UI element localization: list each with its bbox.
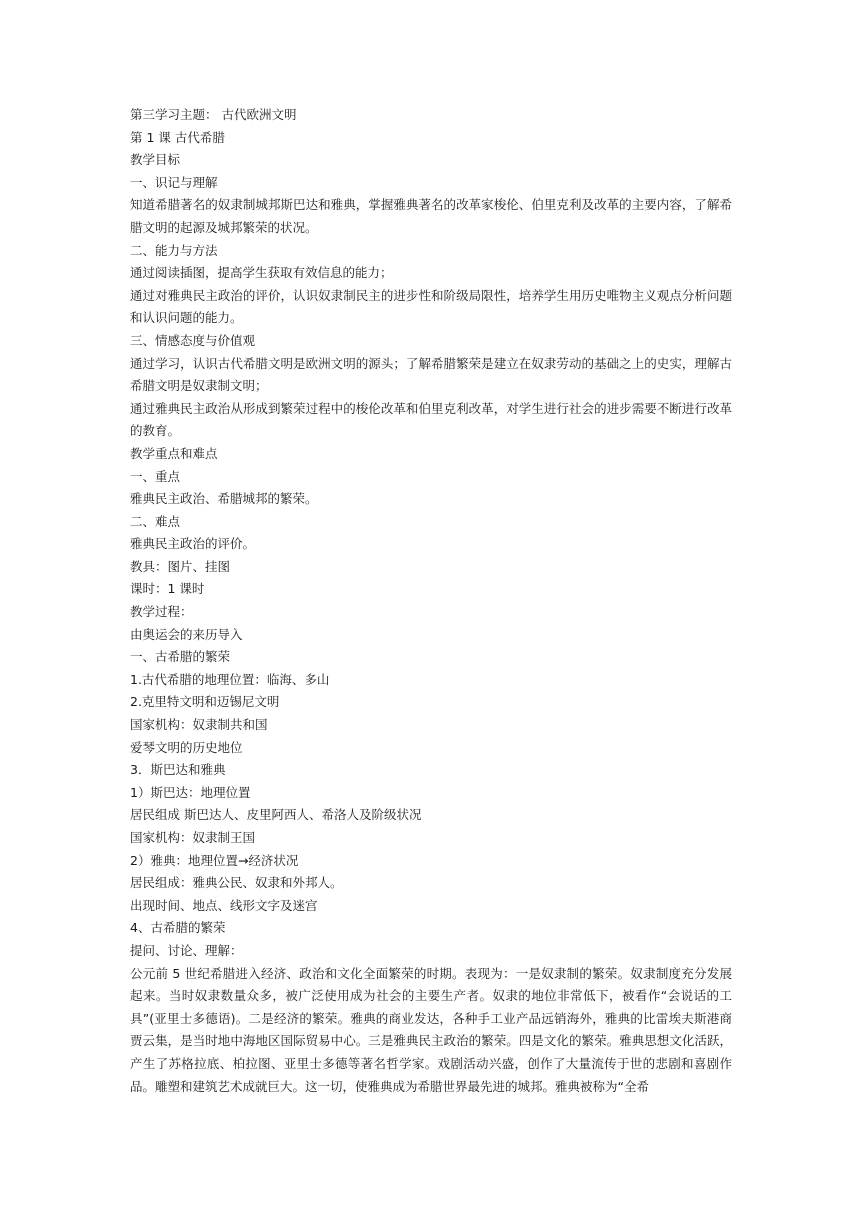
document-line: 雅典民主政治的评价。 <box>130 536 256 552</box>
document-line: 出现时间、地点、线形文字及迷宫 <box>130 897 318 913</box>
document-line: 一、识记与理解 <box>130 174 218 190</box>
document-line: 雅典民主政治、希腊城邦的繁荣。 <box>130 491 318 507</box>
document-line: 三、情感态度与价值观 <box>130 332 256 348</box>
document-line: 一、古希腊的繁荣 <box>130 649 231 665</box>
document-paragraph: 通过雅典民主政治从形成到繁荣过程中的梭伦改革和伯里克利改革，对学生进行社会的进步需要不断进行改革的教育。 <box>130 400 732 439</box>
document-line: 2.克里特文明和迈锡尼文明 <box>130 694 280 710</box>
document-line: 3．斯巴达和雅典 <box>130 762 226 778</box>
document-line: 居民组成：雅典公民、奴隶和外邦人。 <box>130 875 343 891</box>
document-line: 一、重点 <box>130 468 181 484</box>
document-line: 2）雅典：地理位置→经济状况 <box>130 852 299 868</box>
document-line: 居民组成 斯巴达人、皮里阿西人、希洛人及阶级状况 <box>130 807 422 823</box>
document-line: 由奥运会的来历导入 <box>130 626 243 642</box>
document-line: 爱琴文明的历史地位 <box>130 739 243 755</box>
document-paragraph: 知道希腊著名的奴隶制城邦斯巴达和雅典，掌握雅典著名的改革家梭伦、伯里克利及改革的主要内容，了解希腊文明的起源及城邦繁荣的状况。 <box>130 197 732 235</box>
document-line: 1）斯巴达：地理位置 <box>130 784 251 800</box>
document-paragraph: 公元前 5 世纪希腊进入经济、政治和文化全面繁荣的时期。表现为：一是奴隶制的繁荣。奴隶制度充分发展起来。当时奴隶数量众多，被广泛使用成为社会的主要生产者。奴隶的地位非常低下，被看作“会说话的工具”(亚里士多德语)。二是经济的繁荣。雅典的商业发达，各种手工业产品远销海外，雅典的比雷埃夫斯港商贾云集，是当时地中海地区国际贸易中心。三是雅典民主政治的繁荣。四是文化的繁荣。雅典思想文化活跃，产生了苏格拉底、柏拉图、亚里士多德等著名哲学家。戏剧活动兴盛，创作了大量流传于世的悲剧和喜剧作品。雕塑和建筑艺术成就巨大。这一切，使雅典成为希腊世界最先进的城邦。雅典被称为“全希 <box>130 965 732 1094</box>
document-line: 二、能力与方法 <box>130 242 218 258</box>
document-line: 教具：图片、挂图 <box>130 558 231 574</box>
document-line: 教学过程： <box>130 604 193 620</box>
document-paragraph: 通过对雅典民主政治的评价，认识奴隶制民主的进步性和阶级局限性，培养学生用历史唯物主义观点分析问题和认识问题的能力。 <box>130 287 732 326</box>
document-line: 提问、讨论、理解： <box>130 942 243 958</box>
document-paragraph: 通过学习，认识古代希腊文明是欧洲文明的源头；了解希腊繁荣是建立在奴隶劳动的基础之上的史实，理解古希腊文明是奴隶制文明； <box>130 355 732 394</box>
document-line: 4、古希腊的繁荣 <box>130 920 226 936</box>
document-line: 第三学习主题： 古代欧洲文明 <box>130 107 297 122</box>
document-line: 教学目标 <box>130 152 181 168</box>
document-line: 国家机构：奴隶制共和国 <box>130 717 268 733</box>
document-line: 1.古代希腊的地理位置：临海、多山 <box>130 671 330 687</box>
document-line: 课时：1 课时 <box>130 581 205 597</box>
document-line: 通过阅读插图，提高学生获取有效信息的能力； <box>130 265 393 281</box>
document-line: 教学重点和难点 <box>130 445 218 461</box>
document-line: 第 1 课 古代希腊 <box>130 129 225 145</box>
document-body <box>130 104 732 1098</box>
document-line: 国家机构：奴隶制王国 <box>130 830 256 845</box>
document-line: 二、难点 <box>130 513 181 529</box>
